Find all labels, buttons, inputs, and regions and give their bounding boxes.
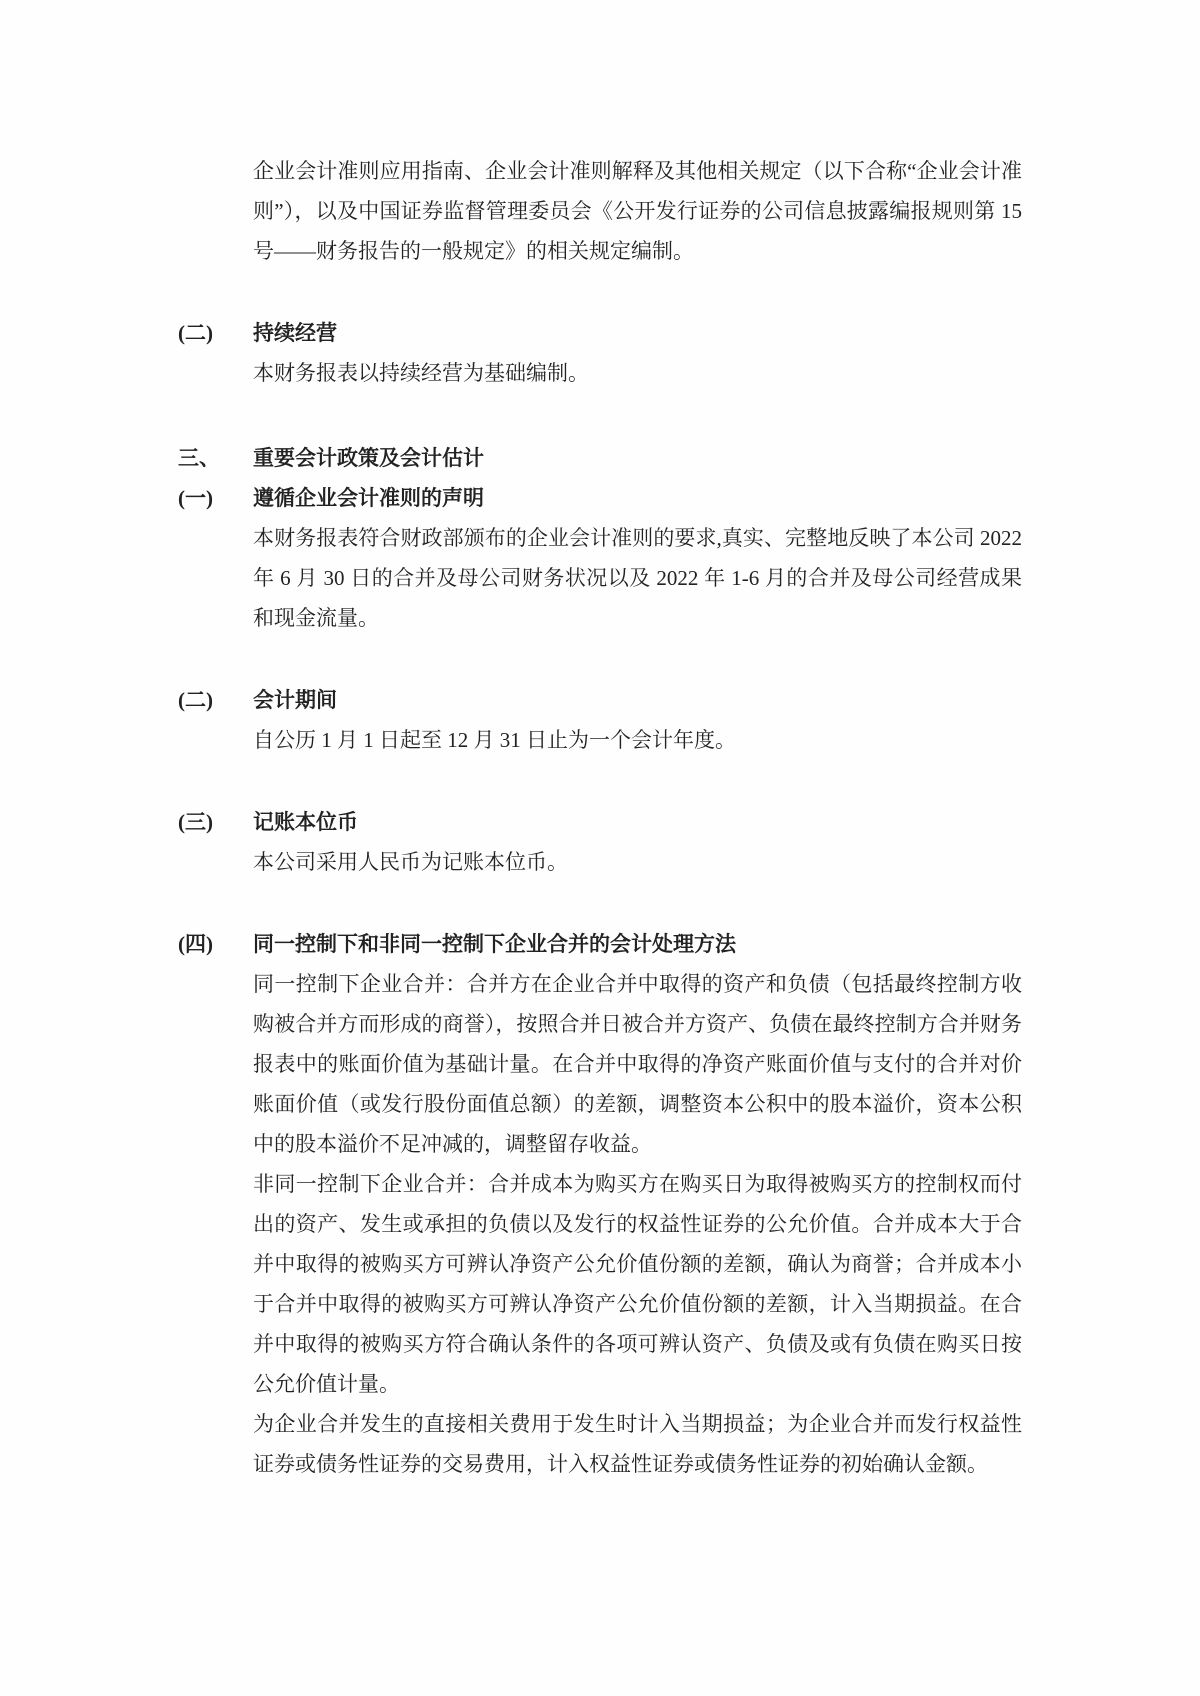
section-business-combination: [178, 924, 1022, 1484]
section-label: (三): [178, 810, 213, 834]
intro-continuation-block: [178, 151, 1022, 271]
section-label: (二): [178, 688, 213, 712]
section-going-concern: [178, 313, 1022, 393]
section-label: (一): [178, 486, 213, 510]
section-accounting-period: [178, 680, 1022, 760]
chapter-accounting-policies: [178, 438, 1022, 478]
section-paragraph: 本财务报表符合财政部颁布的企业会计准则的要求,真实、完整地反映了本公司 2022 年 6 月 30 日的合并及母公司财务状况以及 2022 年 1-6 月的合并及母公司经营成果和现金流量。: [253, 526, 1022, 630]
section-title: 记账本位币: [253, 810, 358, 834]
section-title: 遵循企业会计准则的声明: [253, 486, 484, 510]
chapter-title: 重要会计政策及会计估计: [253, 446, 484, 470]
section-paragraph: 自公历 1 月 1 日起至 12 月 31 日止为一个会计年度。: [253, 728, 736, 752]
section-paragraph-non-same-control: 非同一控制下企业合并：合并成本为购买方在购买日为取得被购买方的控制权而付出的资产、发生或承担的负债以及发行的权益性证券的公允价值。合并成本大于合并中取得的被购买方可辨认净资产公允价值份额的差额，确认为商誉；合并成本小于合并中取得的被购买方可辨认净资产公允价值份额的差额，计入当期损益。在合并中取得的被购买方符合确认条件的各项可辨认资产、负债及或有负债在购买日按公允价值计量。: [253, 1172, 1022, 1396]
section-paragraph-same-control: 同一控制下企业合并：合并方在企业合并中取得的资产和负债（包括最终控制方收购被合并方而形成的商誉），按照合并日被合并方资产、负债在最终控制方合并财务报表中的账面价值为基础计量。在合并中取得的净资产账面价值与支付的合并对价账面价值（或发行股份面值总额）的差额，调整资本公积中的股本溢价，资本公积中的股本溢价不足冲减的，调整留存收益。: [253, 972, 1022, 1156]
section-going-concern-heading: [178, 313, 1022, 353]
section-functional-currency-body: [178, 842, 1022, 882]
section-title: 同一控制下和非同一控制下企业合并的会计处理方法: [253, 932, 736, 956]
document-content: [178, 151, 1022, 1484]
chapter-heading: [178, 438, 1022, 478]
section-accounting-period-heading: [178, 680, 1022, 720]
chapter-label: 三、: [178, 446, 220, 470]
section-business-combination-heading: [178, 924, 1022, 964]
section-paragraph: 本财务报表以持续经营为基础编制。: [253, 361, 589, 385]
section-compliance-body: [178, 518, 1022, 638]
section-compliance-statement: [178, 478, 1022, 638]
section-business-combination-body: [178, 964, 1022, 1484]
intro-continuation-paragraph: 企业会计准则应用指南、企业会计准则解释及其他相关规定（以下合称“企业会计准则”），以及中国证券监督管理委员会《公开发行证券的公司信息披露编报规则第 15 号——财务报告的一般规定》的相关规定编制。: [253, 159, 1022, 263]
section-going-concern-body: [178, 353, 1022, 393]
section-accounting-period-body: [178, 720, 1022, 760]
section-title: 持续经营: [253, 321, 337, 345]
section-title: 会计期间: [253, 688, 337, 712]
section-functional-currency-heading: [178, 802, 1022, 842]
section-label: (四): [178, 932, 213, 956]
section-compliance-heading: [178, 478, 1022, 518]
section-paragraph: 本公司采用人民币为记账本位币。: [253, 850, 568, 874]
section-paragraph-combination-costs: 为企业合并发生的直接相关费用于发生时计入当期损益；为企业合并而发行权益性证券或债务性证券的交易费用，计入权益性证券或债务性证券的初始确认金额。: [253, 1412, 1022, 1476]
section-label: (二): [178, 321, 213, 345]
section-functional-currency: [178, 802, 1022, 882]
